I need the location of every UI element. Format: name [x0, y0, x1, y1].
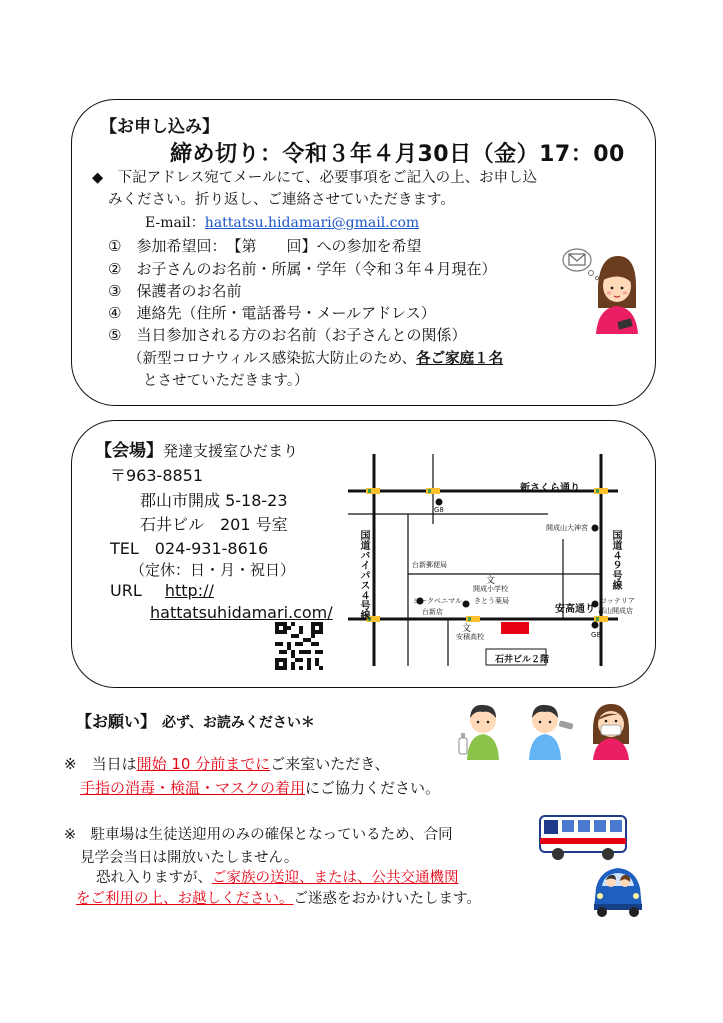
qr-code[interactable]: [275, 622, 323, 670]
email-link[interactable]: hattatsu.hidamari@gmail.com: [204, 215, 420, 231]
bus-illustration: [538, 812, 628, 862]
map-school2: 安積高校: [456, 633, 484, 641]
request-p1-red2: 手指の消毒・検温・マスクの着用: [80, 779, 306, 797]
note-line-2: とさせていただきます。）: [143, 373, 309, 389]
request-sub: 必ず、お読みください＊: [162, 715, 315, 731]
address-2: 石井ビル 201 号室: [140, 515, 288, 534]
request-p1-line1: ※ 当日は開始 10 分前までにご来室いただき、: [64, 755, 390, 773]
map-post: 台新郵便局: [412, 561, 447, 569]
map-shrine: 開成山大神宮: [546, 524, 588, 532]
request-p1-red1: 開始 10 分前までに: [136, 755, 271, 773]
venue-heading: 【会場】: [95, 441, 163, 461]
map-building: 石井ビル２階: [495, 655, 550, 665]
request-p2-red2: をご利用の上、お越しください。: [76, 891, 294, 907]
email-line: [145, 212, 419, 232]
request-p2-red1: ご家族の送迎、または、公共交通機関: [212, 870, 459, 886]
map-school: 開成小学校: [473, 585, 508, 593]
building-marker: [501, 622, 529, 634]
item-3: ③ 保護者のお名前: [108, 282, 242, 300]
tel: TEL 024-931-8616: [110, 539, 269, 558]
item-5: ⑤ 当日参加される方のお名前（お子さんとの関係）: [108, 326, 467, 344]
closed-days: （定休：日・月・祝日）: [130, 561, 296, 579]
family-car-illustration: [590, 860, 646, 920]
email-label: E-mail：: [145, 215, 205, 231]
apply-heading: 【お申し込み】: [100, 117, 219, 137]
woman-phone-illustration: [560, 242, 640, 334]
map-road-left: 国道バイパス４号線: [358, 530, 369, 620]
venue-heading-line: [95, 436, 298, 461]
request-p2-line3: 恐れ入りますが、ご家族の送迎、または、公共交通機関: [96, 870, 459, 886]
map-lottery2: 郡山開成店: [598, 607, 633, 615]
url-line-1: [110, 581, 214, 600]
item-2: ② お子さんのお名前・所属・学年（令和３年４月現在）: [108, 260, 497, 278]
note-underlined: 各ご家庭１名: [416, 351, 504, 367]
url-link-2[interactable]: hattatsuhidamari.com/: [150, 603, 333, 622]
address-1: 郡山市開成 5-18-23: [140, 491, 288, 510]
map-g8-bottom: G8: [591, 631, 601, 639]
map-g8-top: G8: [434, 506, 444, 514]
map-taishin: 台新店: [422, 608, 443, 616]
request-p2-line1: ※ 駐車場は生徒送迎用のみの確保となっているため、合同: [64, 827, 453, 843]
item-4: ④ 連絡先（住所・電話番号・メールアドレス）: [108, 304, 436, 322]
instruction-line-1: ◆ 下記アドレス宛てメールにて、必要事項をご記入の上、お申し込: [92, 170, 538, 186]
map-road-mid: 安高通り: [555, 604, 595, 615]
postal-code: 〒963-8851: [110, 466, 204, 485]
map-road-right: 国道４９号線: [610, 530, 621, 590]
map-lottery: ロッテリア: [600, 597, 635, 605]
map-road-top: 新さくら通り: [520, 483, 580, 494]
item-1: ① 参加希望回： 【第 回】への参加を希望: [108, 237, 422, 255]
request-heading-line: [76, 709, 315, 732]
map-kitou: きとう薬局: [474, 597, 509, 605]
map-school-mark: 文: [486, 576, 496, 586]
map-school2-mark: 文: [462, 624, 472, 634]
instruction-line-2: みください。折り返し、ご連絡させていただきます。: [108, 192, 455, 208]
venue-map: [348, 444, 638, 674]
request-p1-line2: 手指の消毒・検温・マスクの着用にご協力ください。: [80, 779, 441, 797]
note-line-1: （新型コロナウィルス感染拡大防止のため、各ご家庭１名: [128, 351, 504, 367]
request-p2-line2: 見学会当日は開放いたしません。: [80, 850, 299, 866]
request-p2-line4: をご利用の上、お越しください。ご迷惑をおかけいたします。: [76, 891, 481, 907]
url-link-1[interactable]: http://: [164, 581, 214, 600]
request-heading: 【お願い】: [76, 712, 157, 731]
venue-name: 発達支援室ひだまり: [163, 442, 299, 460]
map-york: ヨークベニマル: [413, 597, 462, 605]
deadline: 締め切り：令和３年４月30日（金）17：00: [170, 142, 625, 167]
covid-precautions-illustration: [455, 700, 640, 760]
url-label: URL: [110, 581, 142, 600]
